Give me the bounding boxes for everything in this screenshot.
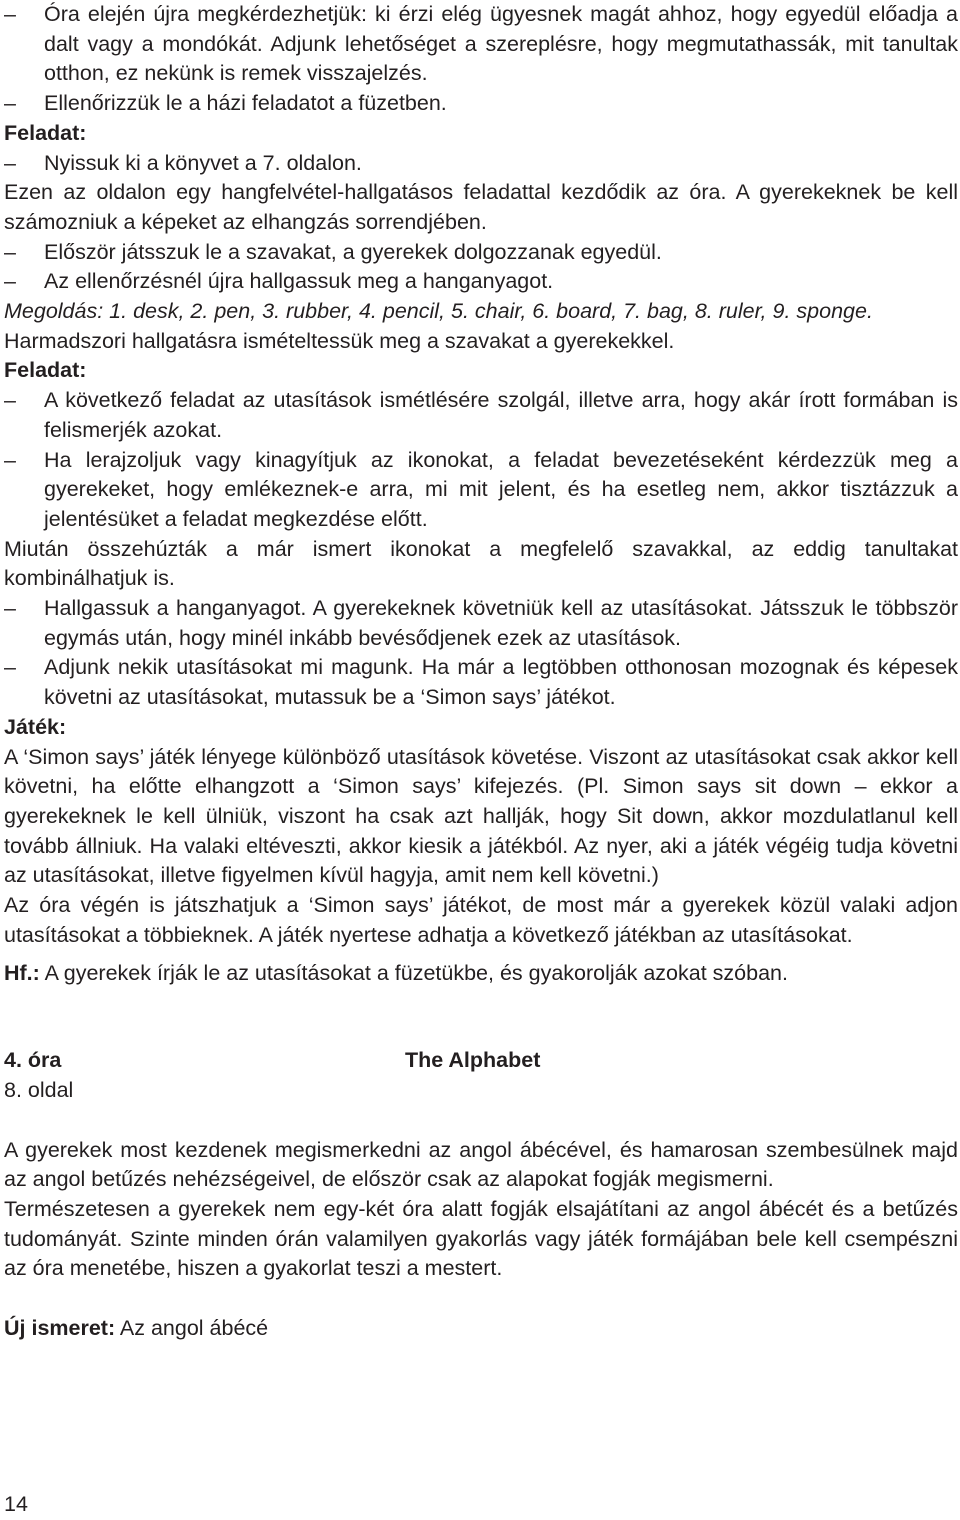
homework-label: Hf.: — [4, 960, 40, 985]
game-end-of-lesson: Az óra végén is játszhatjuk a ‘Simon says’ játékot, de most már a gyerekek közül valaki adjon utasításokat a többieknek. A játék nyertese adhatja a következő játékban az utasításokat. — [4, 893, 958, 947]
game-rules: A ‘Simon says’ játék lényege különböző utasítások követése. Viszont az utasításokat csak akkor kell követni, ha előtte elhangzott a ‘Simon says’ kifejezés. (Pl. Simon says sit down – ekkor a gyerekeknek le kell ülniük, viszont ha csak azt hallják, hogy Sit down, akkor mozdulatlanul kell tovább állniuk. Ha valaki eltéveszti, akkor kiesik a játékból. Az nyer, aki a játék végéig tudja követni az utasításokat, illetve figyelmen kívül hagyja, amit nem kell követni.) — [4, 744, 958, 888]
task1-step-check: – Az ellenőrzésnél újra hallgassuk meg a hanganyagot. — [4, 267, 958, 297]
task2-heading: Feladat: — [4, 358, 87, 383]
task2-step-instructions: – A következő feladat az utasítások ismétlésére szolgál, illetve arra, hogy akár írott formában is felismerjék azokat. — [4, 386, 958, 445]
intro-homework-check: – Ellenőrizzük le a házi feladatot a füzetben. — [4, 89, 958, 119]
task2-step-give-instructions: – Adjunk nekik utasításokat mi magunk. Ha már a legtöbben otthonosan mozognak és képesek követni az utasításokat, mutassuk be a ‘Simon says’ játékot. — [4, 653, 958, 712]
lesson-page-reference: 8. oldal — [4, 1077, 74, 1102]
homework-line — [4, 959, 958, 989]
task2-step-listen: – Hallgassuk a hanganyagot. A gyerekeknek követniük kell az utasításokat. Játsszuk le többször egymás után, hogy minél inkább bevésődjenek ezek az utasítások. — [4, 594, 958, 653]
homework-text: A gyerekek írják le az utasításokat a füzetükbe, és gyakorolják azokat szóban. — [39, 960, 788, 985]
task1-description: Ezen az oldalon egy hangfelvétel-hallgatásos feladattal kezdődik az óra. A gyerekeknek be kell számozniuk a képeket az elhangzás sorrendjében. — [4, 180, 958, 234]
task2-after-matching: Miután összehúzták a már ismert ikonokat a megfelelő szavakkal, az eddig tanultakat kombinálhatjuk is. — [4, 536, 958, 591]
task1-heading: Feladat: — [4, 120, 87, 145]
document-page — [4, 0, 958, 1344]
new-knowledge-line — [4, 1314, 958, 1344]
game-heading: Játék: — [4, 714, 67, 739]
lesson-number: 4. óra — [4, 1048, 62, 1073]
lesson-practice-paragraph: Természetesen a gyerekek nem egy-két óra alatt fogják elsajátítani az angol ábécét és a betűzés tudományát. Szinte minden órán valamilyen gyakorlás vagy játék formájában bele kell csempészni az óra menetébe, hiszen a gyakorlat teszi a mestert. — [4, 1197, 958, 1281]
new-knowledge-label: Új ismeret: — [4, 1316, 116, 1341]
task2-step-icons: – Ha lerajzoljuk vagy kinagyítjuk az ikonokat, a feladat bevezetéseként kérdezzük meg a gyerekeket, hogy emlékeznek-e arra, mi mit jelent, és ha esetleg nem, akkor tisztázzuk a jelentésüket a feladat megkezdése előtt. — [4, 446, 958, 535]
lesson-intro-paragraph: A gyerekek most kezdenek megismerkedni az angol ábécével, és hamarosan szembesülnek majd az angol betűzés nehézségeivel, de először csak az alapokat fogják megismerni. — [4, 1137, 958, 1192]
new-knowledge-text: Az angol ábécé — [115, 1316, 269, 1341]
task1-repeat: Harmadszori hallgatásra ismételtessük meg a szavakat a gyerekekkel. — [4, 328, 675, 353]
task1-step-open-book: – Nyissuk ki a könyvet a 7. oldalon. — [4, 149, 958, 179]
lesson-title: The Alphabet — [405, 1048, 541, 1073]
task1-solution: Megoldás: 1. desk, 2. pen, 3. rubber, 4. pencil, 5. chair, 6. board, 7. bag, 8. ruler, 9. sponge. — [4, 299, 873, 324]
page-number: 14 — [4, 1492, 28, 1516]
intro-paragraph: – Óra elején újra megkérdezhetjük: ki érzi elég ügyesnek magát ahhoz, hogy egyedül előadja a dalt vagy a mondókát. Adjunk lehetőséget a szereplésre, hogy megmutathassák, mit tanultak otthon, ez nekünk is remek visszajelzés. — [4, 0, 958, 89]
task1-step-play-words: – Először játsszuk le a szavakat, a gyerekek dolgozzanak egyedül. — [4, 238, 958, 268]
lesson-header — [4, 1046, 958, 1076]
